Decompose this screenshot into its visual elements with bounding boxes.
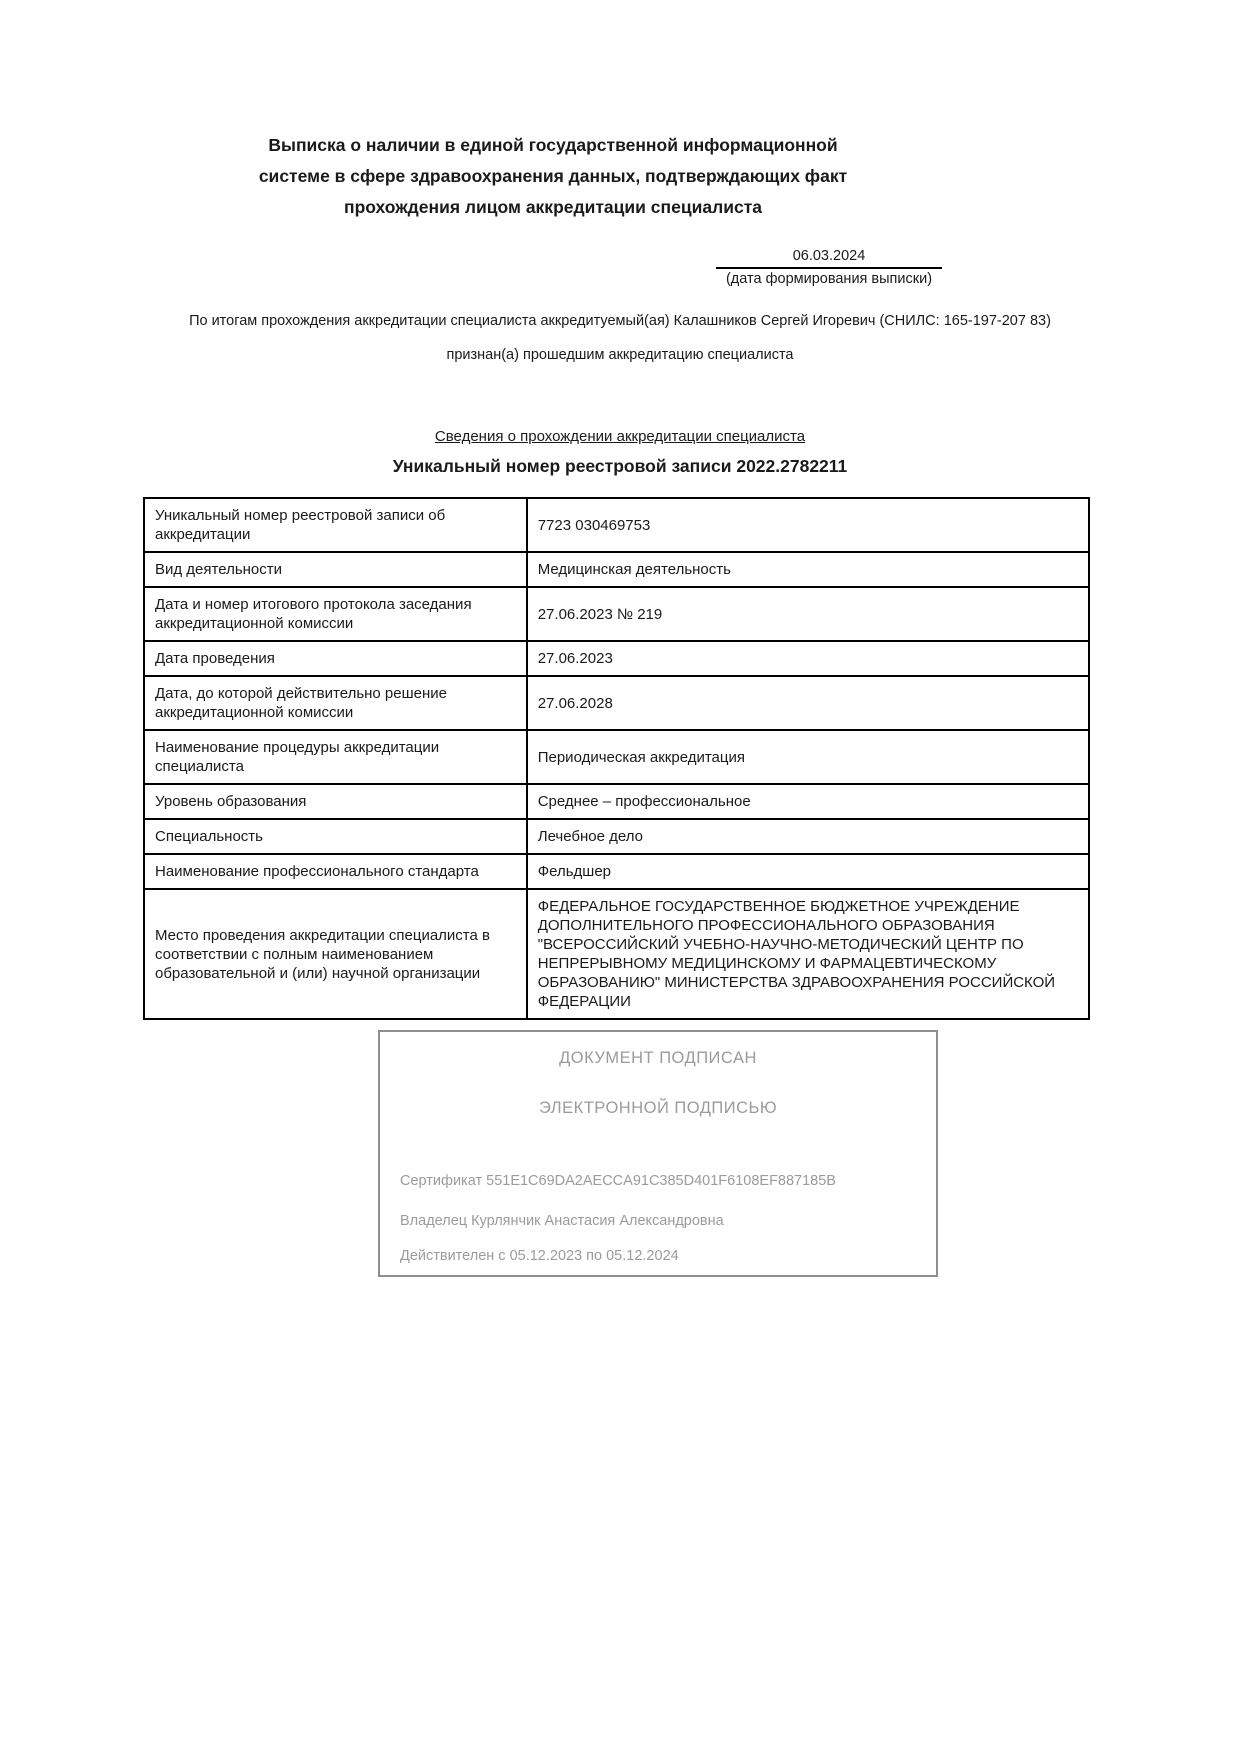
table-row [144, 784, 1089, 819]
document-title-line-3: прохождения лицом аккредитации специалиста [344, 197, 762, 217]
formation-date-block [716, 248, 942, 287]
row-label: Место проведения аккредитации специалиста в соответствии с полным наименованием образовательной и (или) научной организации [144, 889, 527, 1019]
row-value: 27.06.2023 № 219 [527, 587, 1089, 641]
row-label: Уровень образования [144, 784, 527, 819]
row-label: Вид деятельности [144, 552, 527, 587]
formation-date-value: 06.03.2024 [716, 248, 942, 269]
electronic-signature-stamp [378, 1030, 938, 1277]
table-row [144, 498, 1089, 552]
formation-date-caption: (дата формирования выписки) [725, 271, 933, 287]
document-title-line-2: системе в сфере здравоохранения данных, подтверждающих факт [258, 166, 848, 186]
section-heading-text: Сведения о прохождении аккредитации специалиста [434, 428, 806, 445]
row-label: Наименование профессионального стандарта [144, 854, 527, 889]
row-value: Периодическая аккредитация [527, 730, 1089, 784]
row-label: Дата проведения [144, 641, 527, 676]
table-row [144, 641, 1089, 676]
document-title-line-1: Выписка о наличии в единой государственной информационной [268, 135, 838, 155]
accreditation-table-body [144, 498, 1089, 1019]
signature-title-line-2: ЭЛЕКТРОННОЙ ПОДПИСЬЮ [538, 1099, 778, 1117]
row-value: Фельдшер [527, 854, 1089, 889]
table-row [144, 676, 1089, 730]
table-row [144, 819, 1089, 854]
intro-paragraph [143, 304, 1097, 372]
row-label: Дата, до которой действительно решение аккредитационной комиссии [144, 676, 527, 730]
row-value: 7723 030469753 [527, 498, 1089, 552]
row-label: Дата и номер итогового протокола заседания аккредитационной комиссии [144, 587, 527, 641]
signature-certificate: Сертификат 551E1C69DA2AECCA91C385D401F6108EF887185B [400, 1173, 836, 1189]
signature-validity: Действителен с 05.12.2023 по 05.12.2024 [400, 1248, 679, 1264]
table-row [144, 587, 1089, 641]
table-row [144, 889, 1089, 1019]
accreditation-details-table [143, 497, 1090, 1020]
row-value: 27.06.2023 [527, 641, 1089, 676]
table-row [144, 730, 1089, 784]
row-value: Медицинская деятельность [527, 552, 1089, 587]
document-title [0, 130, 1106, 223]
section-heading [0, 428, 1240, 445]
record-number-heading: Уникальный номер реестровой записи 2022.2782211 [392, 456, 848, 476]
row-label: Специальность [144, 819, 527, 854]
row-label: Уникальный номер реестровой записи об аккредитации [144, 498, 527, 552]
signature-title-line-1: ДОКУМЕНТ ПОДПИСАН [559, 1049, 757, 1067]
row-value: 27.06.2028 [527, 676, 1089, 730]
table-row [144, 552, 1089, 587]
table-row [144, 854, 1089, 889]
intro-line-1: По итогам прохождения аккредитации специалиста аккредитуемый(ая) Калашников Сергей Игоревич (СНИЛС: 165-197-207 83) [189, 313, 1051, 329]
intro-line-2: признан(а) прошедшим аккредитацию специалиста [446, 347, 794, 363]
signature-owner: Владелец Курлянчик Анастасия Александровна [400, 1213, 724, 1229]
row-label: Наименование процедуры аккредитации специалиста [144, 730, 527, 784]
row-value: ФЕДЕРАЛЬНОЕ ГОСУДАРСТВЕННОЕ БЮДЖЕТНОЕ УЧРЕЖДЕНИЕ ДОПОЛНИТЕЛЬНОГО ПРОФЕССИОНАЛЬНОГО ОБРАЗОВАНИЯ "ВСЕРОССИЙСКИЙ УЧЕБНО-НАУЧНО-МЕТОДИЧЕСКИЙ ЦЕНТР ПО НЕПРЕРЫВНОМУ МЕДИЦИНСКОМУ И ФАРМАЦЕВТИЧЕСКОМУ ОБРАЗОВАНИЮ" МИНИСТЕРСТВА ЗДРАВООХРАНЕНИЯ РОССИЙСКОЙ ФЕДЕРАЦИИ [527, 889, 1089, 1019]
row-value: Лечебное дело [527, 819, 1089, 854]
row-value: Среднее – профессиональное [527, 784, 1089, 819]
